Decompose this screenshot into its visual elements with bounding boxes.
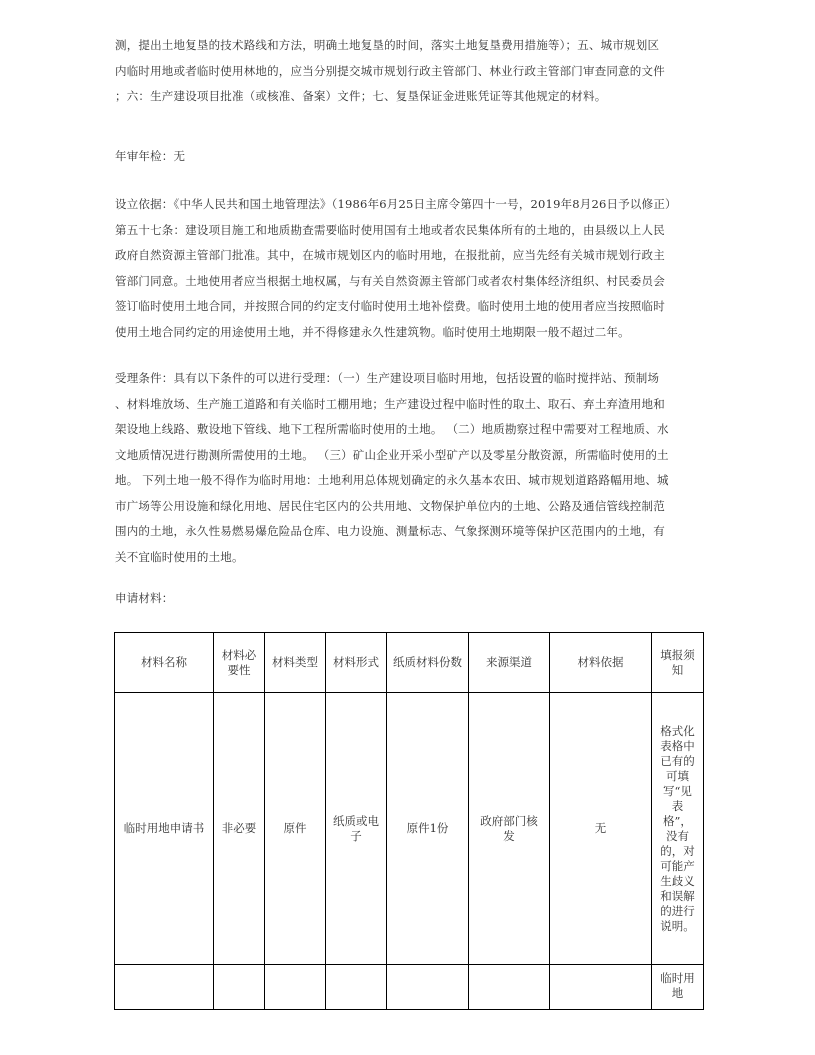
- header-cell: 纸质材料份数: [387, 633, 469, 693]
- annual-review-paragraph: [115, 144, 705, 170]
- basis-cell: 无: [550, 693, 652, 965]
- table-header-row: [115, 633, 704, 693]
- annual-review-text: 年审年检：无: [115, 149, 186, 163]
- header-cell: 材料形式: [326, 633, 387, 693]
- copies-cell: [387, 965, 469, 1010]
- text-line: 使用土地合同约定的用途使用土地，并不得修建永久性建筑物。临时使用土地期限一般不超过二年。: [115, 324, 630, 339]
- materials-label: 申请材料：: [115, 591, 174, 605]
- text-line: 架设地上线路、敷设地下管线、地下工程所需临时使用的土地。 （二）地质勘察过程中需要对工程地质、水: [115, 422, 669, 436]
- notes-cell: 临时用地: [652, 965, 704, 1010]
- type-cell: [265, 965, 326, 1010]
- header-cell: 材料类型: [265, 633, 326, 693]
- text-line: 测，提出土地复垦的技术路线和方法，明确土地复垦的时间，落实土地复垦费用措施等）；五、城市规划区: [115, 38, 660, 52]
- table-row: [115, 965, 704, 1010]
- header-cell: 填报须知: [652, 633, 704, 693]
- materials-table: [114, 632, 704, 1010]
- material-name-cell: [115, 965, 214, 1010]
- form-cell: 纸质或电子: [326, 693, 387, 965]
- source-cell: 政府部门核发: [469, 693, 550, 965]
- text-line: 围内的土地，永久性易燃易爆危险品仓库、电力设施、测量标志、气象探测环境等保护区范围内的土地，有: [115, 524, 665, 538]
- table-row: [115, 693, 704, 965]
- source-cell: [469, 965, 550, 1010]
- header-cell: 来源渠道: [469, 633, 550, 693]
- text-line: 地。 下列土地一般不得作为临时用地：土地利用总体规划确定的永久基本农田、城市规划道路路幅用地、城: [115, 473, 669, 487]
- text-line: 政府自然资源主管部门批准。其中，在城市规划区内的临时用地，在报批前，应当先经有关城市规划行政主: [115, 248, 665, 262]
- text-line: 签订临时使用土地合同，并按照合同的约定支付临时使用土地补偿费。临时使用土地的使用者应当按照临时: [115, 299, 665, 313]
- text-line: 第五十七条：建设项目施工和地质勘查需要临时使用国有土地或者农民集体所有的土地的，由县级以上人民: [115, 222, 665, 237]
- text-line: 、材料堆放场、生产施工道路和有关临时工棚用地；生产建设过程中临时性的取土、取石、弃土弃渣用地和: [115, 396, 665, 411]
- material-name-cell: 临时用地申请书: [115, 693, 214, 965]
- copies-cell: 原件1份: [387, 693, 469, 965]
- notes-cell: 格式化表格中已有的可填写“见表格”，没有的，对可能产生歧义和误解的进行说明。: [652, 693, 704, 965]
- text-line: 设立依据：《中华人民共和国土地管理法》（1986年6月25日主席令第四十一号，2019年8月26日予以修正）: [115, 197, 677, 211]
- necessity-cell: [214, 965, 265, 1010]
- text-line: 受理条件：具有以下条件的可以进行受理：（一）生产建设项目临时用地，包括设置的临时搅拌站、预制场: [115, 371, 660, 385]
- basis-paragraph: [115, 192, 705, 345]
- type-cell: 原件: [265, 693, 326, 965]
- necessity-cell: 非必要: [214, 693, 265, 965]
- text-line: ；六：生产建设项目批准（或核准、备案）文件；七、复垦保证金进账凭证等其他规定的材料。: [115, 89, 607, 103]
- text-line: 文地质情况进行勘测所需使用的土地。 （三）矿山企业开采小型矿产以及零星分散资源，所需临时使用的土: [115, 447, 669, 462]
- text-line: 管部门同意。土地使用者应当根据土地权属，与有关自然资源主管部门或者农村集体经济组织、村民委员会: [115, 273, 665, 288]
- conditions-paragraph: [115, 366, 705, 570]
- text-line: 内临时用地或者临时使用林地的，应当分别提交城市规划行政主管部门、林业行政主管部门审查同意的文件: [115, 63, 665, 78]
- materials-label-paragraph: [115, 586, 705, 612]
- header-cell: 材料依据: [550, 633, 652, 693]
- basis-cell: [550, 965, 652, 1010]
- text-line: 市广场等公用设施和绿化用地、居民住宅区内的公共用地、文物保护单位内的土地、公路及通信管线控制范: [115, 498, 665, 513]
- form-cell: [326, 965, 387, 1010]
- header-cell: 材料名称: [115, 633, 214, 693]
- header-cell: 材料必要性: [214, 633, 265, 693]
- text-line: 关不宜临时使用的土地。: [115, 549, 244, 564]
- intro-paragraph: [115, 33, 705, 110]
